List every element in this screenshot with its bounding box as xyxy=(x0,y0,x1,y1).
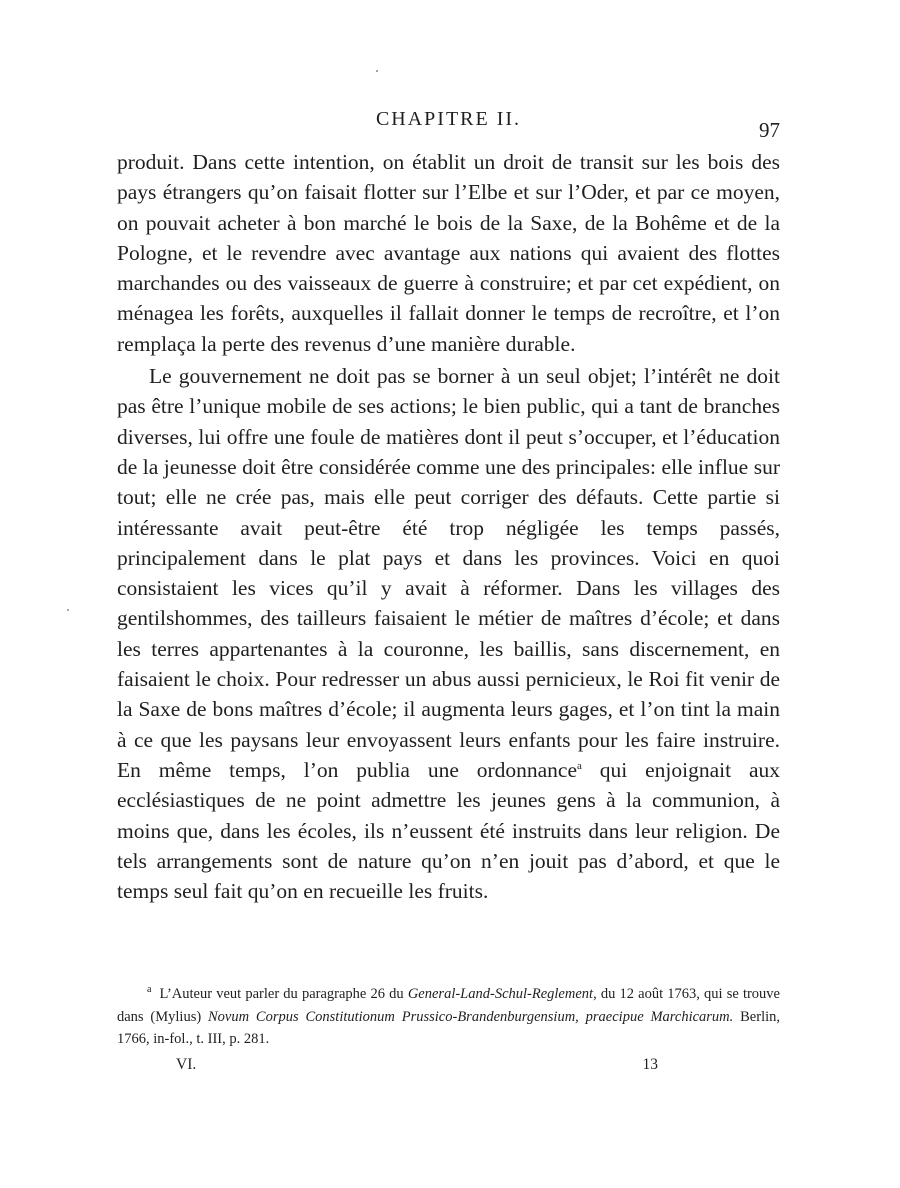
footnote-title-1: General-Land-Schul-Reglement xyxy=(407,986,594,1002)
paragraph-2-part-1: Le gouvernement ne doit pas se borner à un seul objet; l’intérêt ne doit pas être l’unique mobile de ses actions; le bien public, qui a tant de branches diverses, lui offre une foule de matières dont il peut s’occuper, et l’éducation de la jeunesse doit être considérée comme une des principales: elle influe sur tout; elle ne crée pas, mais elle peut corriger des défauts. Cette partie si intéressante avait peut-être été trop négligée les temps passés, principalement dans le plat pays et dans les provinces. Voici en quoi consistaient les vices qu’il y avait à réformer. Dans les villages des gentilshommes, des tailleurs faisaient le métier de maîtres d’école; et dans les terres appartenantes à la couronne, les baillis, sans discernement, en faisaient le choix. Pour redresser un abus aussi pernicieux, le Roi fit venir de la Saxe de bons maîtres d’école; il augmenta leurs gages, et l’on tint la main à ce que les paysans leur envoyassent leurs enfants pour les faire instruire. En même temps, l’on publia une ordonnance xyxy=(117,364,780,782)
footnote-reference[interactable]: a xyxy=(577,759,582,772)
footnote-text-1: L’Auteur veut parler du paragraphe 26 du xyxy=(159,986,408,1002)
page-number: 97 xyxy=(759,118,780,142)
running-head: CHAPITRE II. xyxy=(375,108,522,130)
footnote-text-3: Berlin, 1766, in-fol., t. III, p. 281. xyxy=(117,1008,781,1047)
footnote-a xyxy=(117,983,780,1051)
footnote-marker: a xyxy=(147,984,152,996)
paragraph-1: produit. Dans cette intention, on établit un droit de transit sur les bois des pays étrangers qu’on faisait flotter sur l’Elbe et sur l’Oder, et par ce moyen, on pouvait acheter à bon marché le bois de la Saxe, de la Bohême et de la Pologne, et le revendre avec avantage aux nations qui avaient des flottes marchandes ou des vaisseaux de guerre à construire; et par cet expédient, on ménagea les forêts, auxquelles il fallait donner le temps de recroître, et l’on remplaça la perte des revenus d’une manière durable. xyxy=(117,150,780,356)
main-text xyxy=(117,147,780,906)
footnotes xyxy=(117,983,780,1051)
print-speck xyxy=(67,609,69,611)
print-speck xyxy=(376,70,378,72)
paragraph-2-part-2: qui enjoignait aux ecclésiastiques de ne point admettre les jeunes gens à la communion, à moins que, dans les écoles, ils n’eussent été instruits dans leur religion. De tels arrangements sont de nature qu’on n’en jouit pas d’abord, et que le temps seul fait qu’on en recueille les fruits. xyxy=(117,757,781,904)
page-header xyxy=(117,108,780,142)
paragraph-2 xyxy=(117,361,780,906)
volume-signature: VI. xyxy=(176,1056,197,1073)
sheet-signature: 13 xyxy=(642,1056,658,1073)
footnote-text-2: , du 12 août 1763, qui se trouve dans (Mylius) xyxy=(117,986,780,1025)
signature-line xyxy=(176,1056,658,1080)
footnote-title-2: Novum Corpus Constitutionum Prussico-Brandenburgensium, praecipue Marchicarum. xyxy=(208,1008,734,1025)
